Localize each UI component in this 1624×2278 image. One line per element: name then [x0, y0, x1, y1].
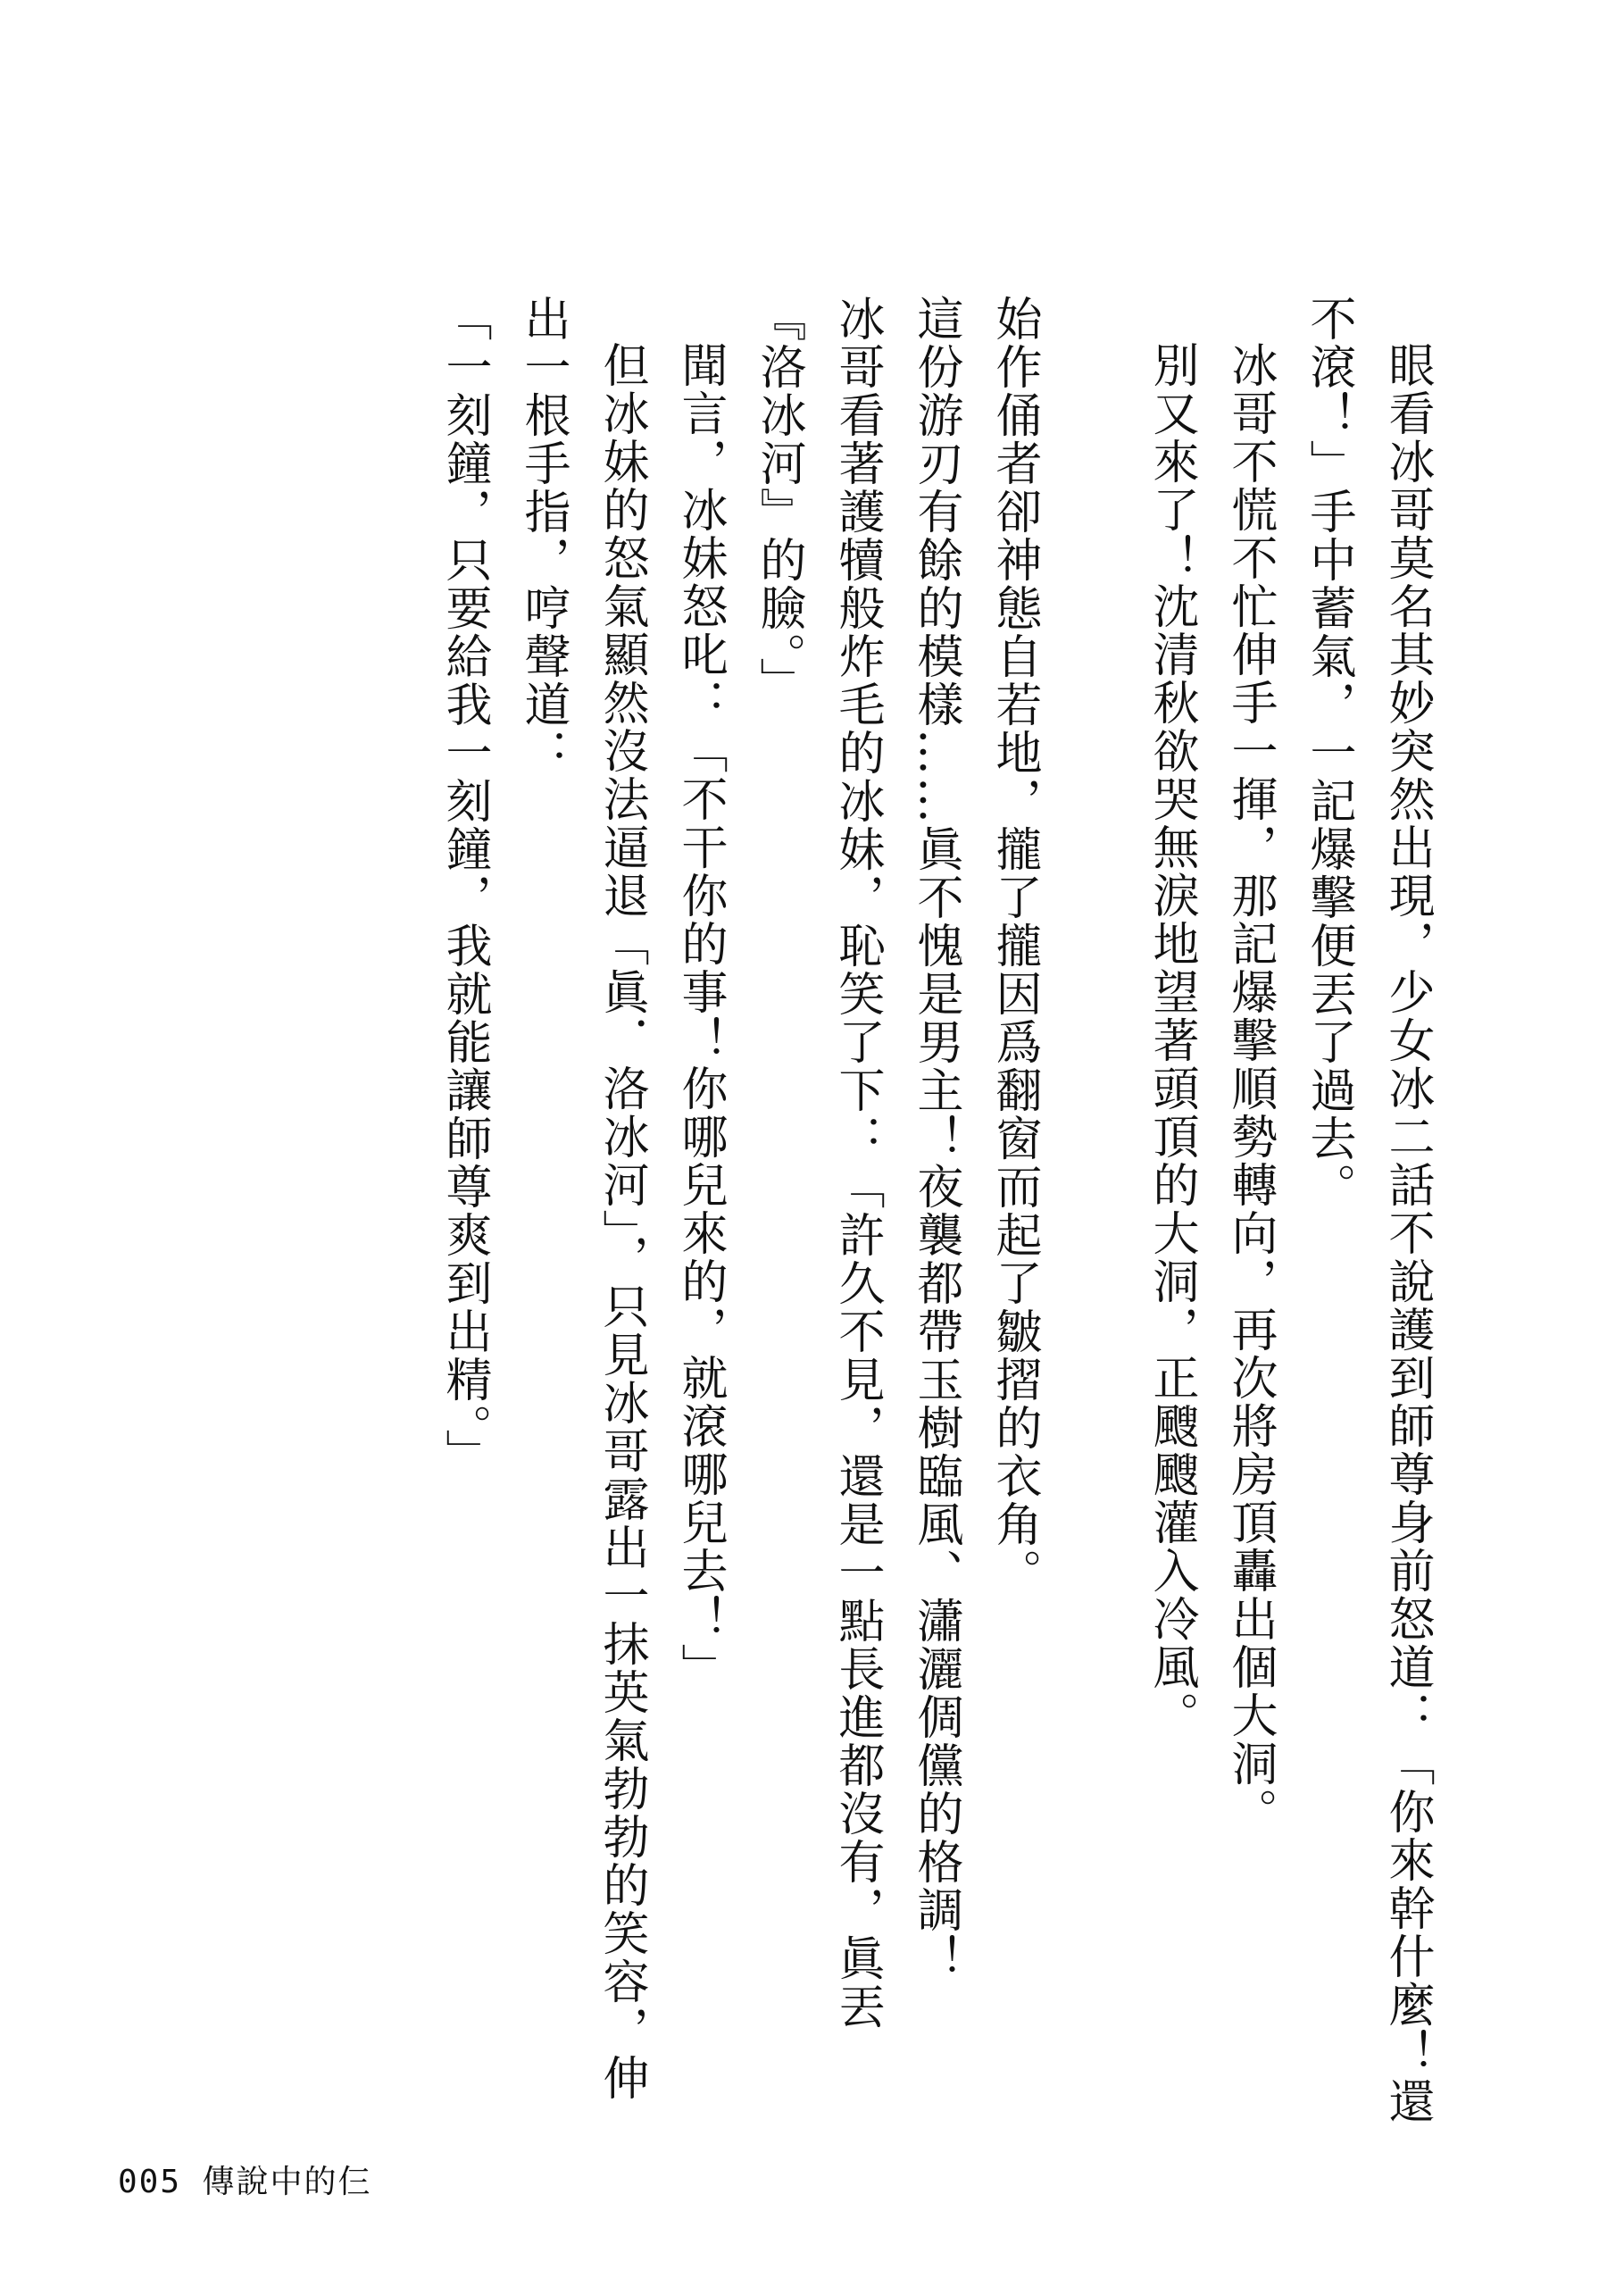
vertical-text-body	[348, 295, 1446, 2125]
book-title: 傳說中的仨	[202, 2164, 372, 2200]
paragraph-6: 冰哥看著護犢般炸毛的冰妹，恥笑了下：「許久不見，還是一點長進都沒有，眞丟『洛冰河』的臉。」	[752, 295, 884, 2031]
page-number: 005	[118, 2164, 182, 2200]
paragraph-2: 冰哥不慌不忙伸手一揮，那記爆擊順勢轉向，再次將房頂轟出個大洞。	[1223, 341, 1277, 1836]
paragraph-3: 別又來了！沈清秋欲哭無淚地望著頭頂的大洞，正颼颼灌入冷風。	[1145, 341, 1198, 1740]
page-footer	[118, 2157, 372, 2202]
paragraph-1: 眼看冰哥莫名其妙突然出現，少女冰二話不說護到師尊身前怒道：「你來幹什麼！還不滾！」手中蓄氣，一記爆擊便丟了過去。	[1302, 295, 1434, 2125]
paragraph-8: 但冰妹的怒氣顯然沒法逼退「眞．洛冰河」，只見冰哥露出一抹英氣勃勃的笑容，伸出一根手指，哼聲道：	[516, 295, 648, 2102]
paragraph-5: 這份游刃有餘的模樣……眞不愧是男主！夜襲都帶玉樹臨風、瀟灑倜儻的格調！	[909, 295, 962, 1982]
paragraph-9: 「一刻鐘，只要給我一刻鐘，我就能讓師尊爽到出精。」	[437, 295, 491, 1477]
paragraph-4: 始作俑者卻神態自若地，攏了攏因爲翻窗而起了皺摺的衣角。	[987, 295, 1041, 1597]
paragraph-7: 聞言，冰妹怒叱：「不干你的事！你哪兒來的，就滾哪兒去！」	[673, 341, 727, 1691]
